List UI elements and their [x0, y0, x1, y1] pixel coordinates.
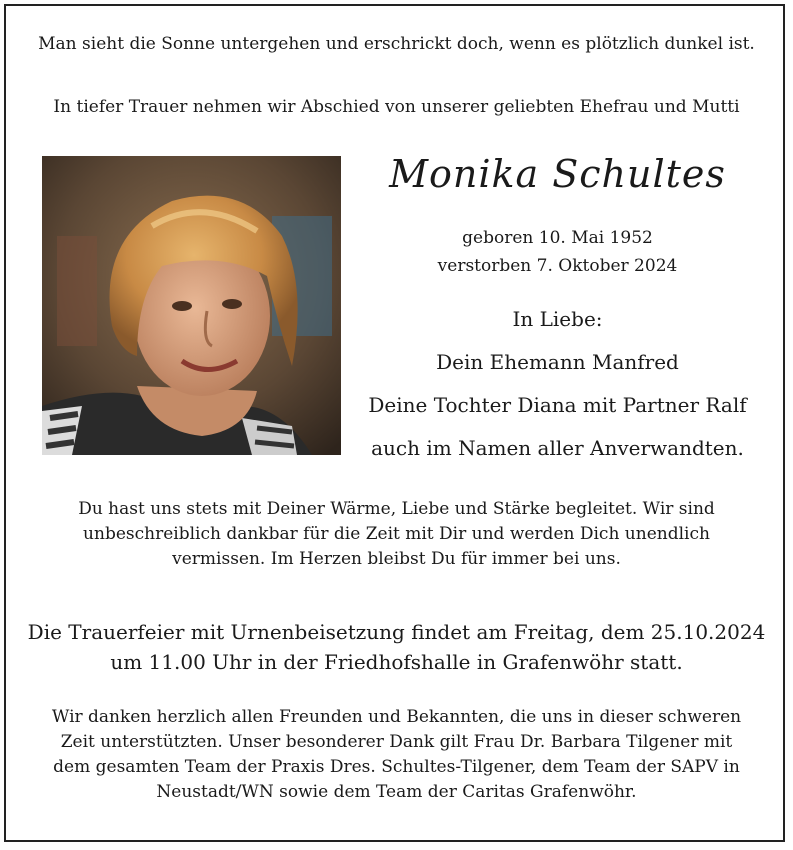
ceremony-line: um 11.00 Uhr in der Friedhofshalle in Grafenwöhr statt. — [110, 650, 683, 674]
tribute-line: vermissen. Im Herzen bleibst Du für immer bei uns. — [172, 549, 621, 569]
mourners-list — [350, 298, 765, 470]
tribute-line: unbeschreiblich dankbar für die Zeit mit Dir und werden Dich unendlich — [83, 524, 710, 544]
mourner-line: auch im Namen aller Anverwandten. — [371, 436, 744, 460]
thanks-line: Wir danken herzlich allen Freunden und Bekannten, die uns in dieser schweren — [51, 707, 742, 727]
intro-line: In tiefer Trauer nehmen wir Abschied von unserer geliebten Ehefrau und Mutti — [53, 97, 740, 117]
portrait-photo-icon — [42, 156, 341, 455]
mourner-line: Deine Tochter Diana mit Partner Ralf — [368, 393, 747, 417]
portrait-photo — [42, 156, 341, 455]
tribute-line: Du hast uns stets mit Deiner Wärme, Liebe und Stärke begleitet. Wir sind — [78, 499, 715, 519]
thanks-paragraph — [0, 705, 793, 805]
thanks-line: Neustadt/WN sowie dem Team der Caritas Grafenwöhr. — [156, 782, 637, 802]
deceased-name: Monika Schultes — [389, 152, 726, 196]
motto-quote: Man sieht die Sonne untergehen und erschrickt doch, wenn es plötzlich dunkel ist. — [38, 34, 755, 54]
birth-date: geboren 10. Mai 1952 — [462, 228, 653, 248]
thanks-line: Zeit unterstützten. Unser besonderer Dank gilt Frau Dr. Barbara Tilgener mit — [60, 732, 733, 752]
ceremony-paragraph — [0, 617, 793, 677]
mourner-line: Dein Ehemann Manfred — [436, 350, 679, 374]
life-dates — [350, 224, 765, 280]
thanks-line: dem gesamten Team der Praxis Dres. Schultes-Tilgener, dem Team der SAPV in — [53, 757, 740, 777]
mourners-heading: In Liebe: — [512, 307, 603, 331]
ceremony-line: Die Trauerfeier mit Urnenbeisetzung findet am Freitag, dem 25.10.2024 — [27, 620, 766, 644]
death-date: verstorben 7. Oktober 2024 — [437, 256, 678, 276]
tribute-paragraph — [0, 497, 793, 572]
